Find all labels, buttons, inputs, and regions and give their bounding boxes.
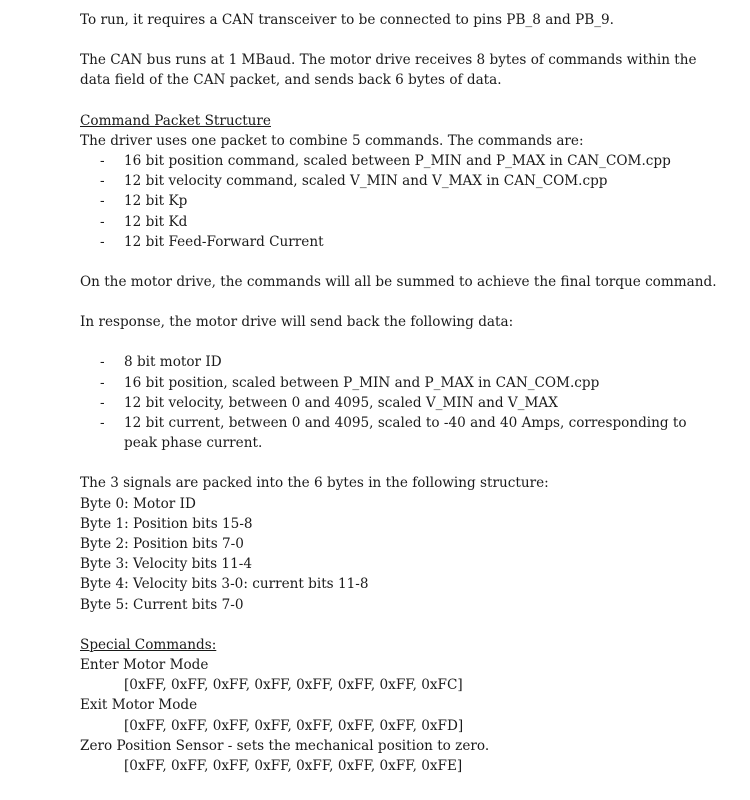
list-item: - 12 bit velocity command, scaled V_MIN and V_MAX in CAN_COM.cpp [80, 171, 720, 191]
intro-can-bus-text: The CAN bus runs at 1 MBaud. The motor drive receives 8 bytes of commands within the data field of the CAN packet, and sends back 6 bytes of data. [80, 52, 697, 89]
list-item: - 12 bit Kp [80, 191, 720, 211]
special-command-bytes: [0xFF, 0xFF, 0xFF, 0xFF, 0xFF, 0xFF, 0xFF, 0xFE] [124, 758, 463, 775]
bullet-dash: - [100, 153, 105, 170]
torque-summary-text: On the motor drive, the commands will all be summed to achieve the final torque command. [80, 274, 717, 291]
intro-transceiver-text: To run, it requires a CAN transceiver to be connected to pins PB_8 and PB_9. [80, 12, 614, 28]
document-page [80, 10, 720, 776]
special-commands-heading: Special Commands: [80, 636, 217, 653]
list-item: - 16 bit position, scaled between P_MIN and P_MAX in CAN_COM.cpp [80, 373, 720, 393]
command-list [80, 151, 720, 252]
list-item: - 12 bit current, between 0 and 4095, scaled to -40 and 40 Amps, corresponding to peak phase current. [100, 415, 687, 452]
byte-line: Byte 4: Velocity bits 3-0: current bits 11-8 [80, 576, 369, 593]
byte-line: Byte 1: Position bits 15-8 [80, 515, 253, 532]
list-item: - 16 bit position command, scaled between P_MIN and P_MAX in CAN_COM.cpp [80, 151, 720, 171]
byte-line: Byte 5: Current bits 7-0 [80, 596, 244, 613]
bytes-lead-text: The 3 signals are packed into the 6 bytes in the following structure: [80, 475, 549, 492]
command-packet-heading: Command Packet Structure [80, 112, 271, 129]
special-command-bytes: [0xFF, 0xFF, 0xFF, 0xFF, 0xFF, 0xFF, 0xFF, 0xFC] [124, 677, 463, 694]
special-command-bytes: [0xFF, 0xFF, 0xFF, 0xFF, 0xFF, 0xFF, 0xFF, 0xFD] [124, 717, 464, 734]
bullet-dash: - [100, 354, 105, 371]
special-command-name: Enter Motor Mode [80, 657, 209, 674]
bullet-dash: - [100, 213, 105, 230]
bullet-dash: - [100, 173, 105, 190]
bullet-dash: - [100, 374, 105, 391]
list-item: - 12 bit velocity, between 0 and 4095, scaled V_MIN and V_MAX [80, 393, 720, 413]
list-item: - 12 bit Kd [80, 212, 720, 232]
special-command-name: Exit Motor Mode [80, 697, 198, 714]
byte-line: Byte 3: Velocity bits 11-4 [80, 556, 252, 573]
bullet-dash: - [100, 233, 105, 250]
list-item: - 8 bit motor ID [80, 352, 720, 372]
byte-line: Byte 0: Motor ID [80, 495, 196, 512]
response-lead-text: In response, the motor drive will send back the following data: [80, 314, 514, 331]
byte-line: Byte 2: Position bits 7-0 [80, 536, 244, 553]
bullet-dash: - [100, 394, 105, 411]
bullet-dash: - [100, 193, 105, 210]
response-list [80, 352, 720, 453]
list-item: - 12 bit Feed-Forward Current [80, 232, 720, 252]
bullet-dash: - [100, 415, 105, 432]
command-packet-lead: The driver uses one packet to combine 5 commands. The commands are: [80, 132, 584, 149]
special-command-name: Zero Position Sensor - sets the mechanical position to zero. [80, 737, 490, 754]
